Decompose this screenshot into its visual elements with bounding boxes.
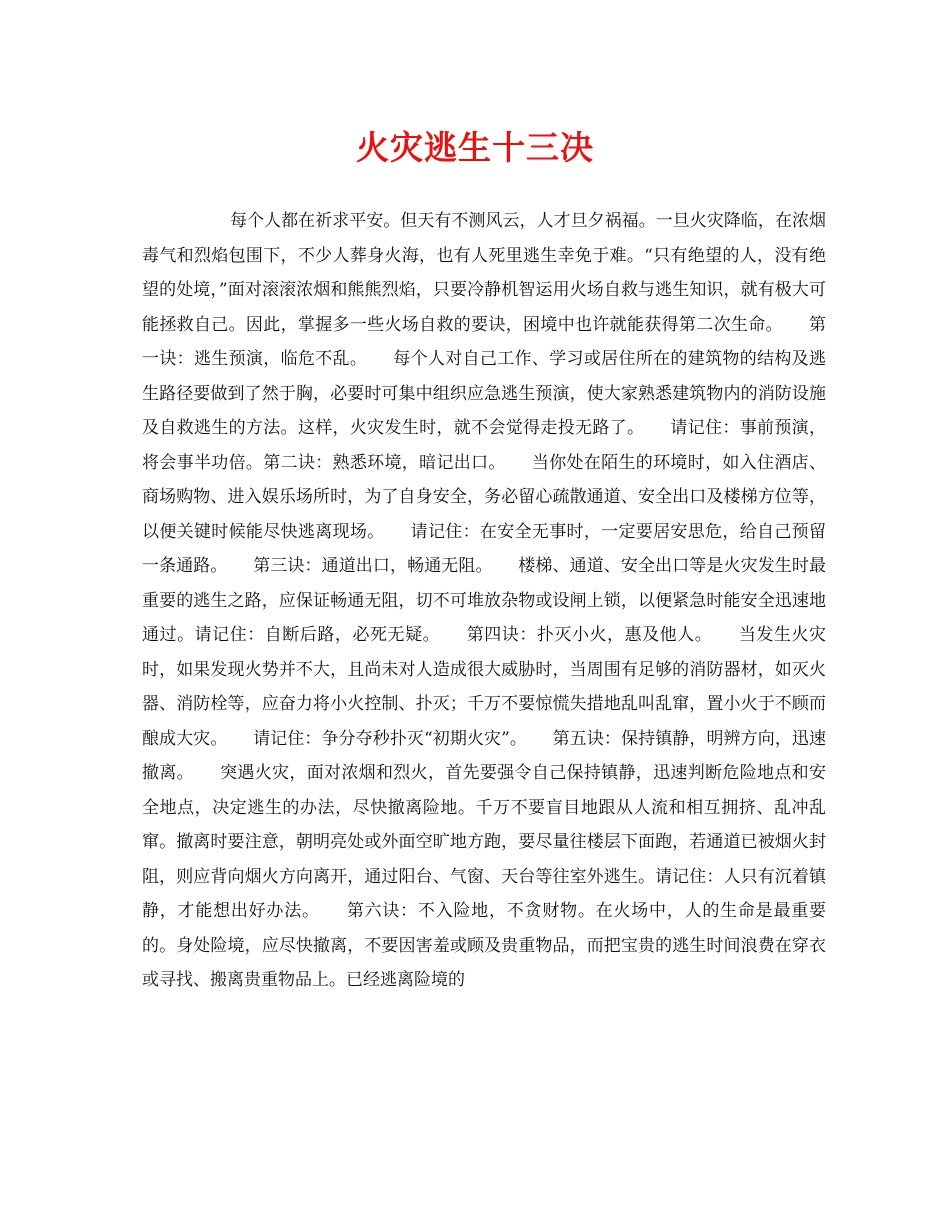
document-title: 火灾逃生十三决 [356, 128, 594, 167]
document-body: 每个人都在祈求平安。但天有不测风云，人才旦夕祸福。一旦火灾降临，在浓烟毒气和烈焰包围下，不少人葬身火海，也有人死里逃生幸免于难。“只有绝望的人，没有绝望的处境，”面对滚滚浓烟和熊熊烈焰，只要冷静机智运用火场自救与逃生知识，就有极大可能拯救自己。因此，掌握多一些火场自救的要诀，困境中也许就能获得第二次生命。 第一诀：逃生预演，临危不乱。 每个人对自己工作、学习或居住所在的建筑物的结构及逃生路径要做到了然于胸，必要时可集中组织应急逃生预演，使大家熟悉建筑物内的消防设施及自救逃生的方法。这样，火灾发生时，就不会觉得走投无路了。 请记住：事前预演，将会事半功倍。第二诀：熟悉环境，暗记出口。 当你处在陌生的环境时，如入住酒店、商场购物、进入娱乐场所时，为了自身安全，务必留心疏散通道、安全出口及楼梯方位等，以便关键时候能尽快逃离现场。 请记住：在安全无事时，一定要居安思危，给自己预留一条通路。 第三诀：通道出口，畅通无阻。 楼梯、通道、安全出口等是火灾发生时最重要的逃生之路，应保证畅通无阻，切不可堆放杂物或设闸上锁，以便紧急时能安全迅速地通过。请记住：自断后路，必死无疑。 第四诀：扑灭小火，惠及他人。 当发生火灾时，如果发现火势并不大，且尚未对人造成很大威胁时，当周围有足够的消防器材，如灭火器、消防栓等，应奋力将小火控制、扑灭；千万不要惊慌失措地乱叫乱窜，置小火于不顾而酿成大灾。 请记住：争分夺秒扑灭“初期火灾”。 第五诀：保持镇静，明辨方向，迅速撤离。 突遇火灾，面对浓烟和烈火，首先要强令自己保持镇静，迅速判断危险地点和安全地点，决定逃生的办法，尽快撤离险地。千万不要盲目地跟从人流和相互拥挤、乱冲乱窜。撤离时要注意，朝明亮处或外面空旷地方跑，要尽量往楼层下面跑，若通道已被烟火封阻，则应背向烟火方向离开，通过阳台、气窗、天台等往室外逃生。请记住：人只有沉着镇静，才能想出好办法。 第六诀：不入险地，不贪财物。在火场中，人的生命是最重要的。身处险境，应尽快撤离，不要因害羞或顾及贵重物品，而把宝贵的逃生时间浪费在穿衣或寻找、搬离贵重物品上。已经逃离险境的 [142, 211, 826, 990]
